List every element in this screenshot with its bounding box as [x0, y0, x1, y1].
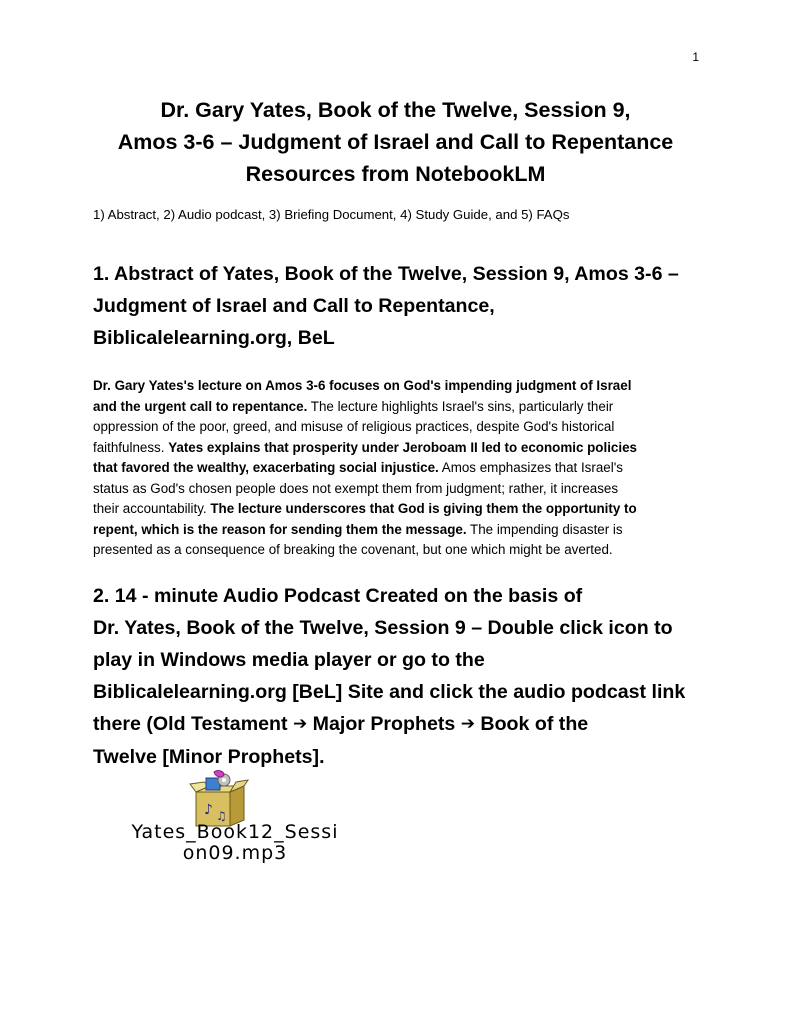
- audio-file-name[interactable]: [92, 822, 378, 864]
- abstract-text: The lecture highlights Israel's sins, particularly their: [307, 398, 614, 414]
- document-title: [60, 94, 731, 190]
- breadcrumb-book-of-twelve: Book of the: [474, 713, 589, 735]
- abstract-text: Yates explains that prosperity under Jeroboam II led to economic policies: [168, 439, 637, 455]
- abstract-text: and the urgent call to repentance.: [93, 398, 308, 414]
- title-line-1: Dr. Gary Yates, Book of the Twelve, Session 9,: [160, 98, 631, 122]
- svg-text:♪: ♪: [204, 802, 213, 818]
- section-1-heading-line-1: 1. Abstract of Yates, Book of the Twelve, Session 9, Amos 3-6 –: [93, 263, 679, 285]
- resources-list: 1) Abstract, 2) Audio podcast, 3) Briefing Document, 4) Study Guide, and 5) FAQs: [93, 207, 570, 222]
- svg-text:♫: ♫: [216, 809, 227, 823]
- section-1-heading: [93, 258, 713, 354]
- title-line-2: Amos 3-6 – Judgment of Israel and Call to Repentance: [117, 130, 674, 154]
- abstract-text: faithfulness.: [93, 439, 169, 455]
- section-2-heading: [93, 580, 713, 773]
- abstract-text: repent, which is the reason for sending them the message.: [93, 521, 467, 537]
- abstract-text: The lecture underscores that God is giving them the opportunity to: [210, 501, 637, 516]
- title-line-3: Resources from NotebookLM: [245, 162, 546, 186]
- section-2-heading-line-4: Biblicalelearning.org [BeL] Site and click the audio podcast link: [93, 681, 686, 703]
- media-package-icon[interactable]: [188, 770, 250, 828]
- section-2-heading-line-5: [93, 708, 713, 741]
- arrow-right-icon: ➔: [292, 714, 308, 733]
- abstract-text: their accountability.: [93, 501, 211, 516]
- section-2-heading-line-6: Twelve [Minor Prophets].: [93, 746, 325, 768]
- page-number: 1: [692, 50, 699, 64]
- section-1-heading-line-2: Judgment of Israel and Call to Repentance,: [93, 295, 495, 317]
- abstract-text: oppression of the poor, greed, and misuse of religious practices, despite God's historical: [93, 419, 615, 434]
- abstract-text: status as God's chosen people does not exempt them from judgment; rather, it increases: [93, 480, 619, 496]
- audio-file-attachment[interactable]: [92, 770, 378, 880]
- abstract-text: Amos emphasizes that Israel's: [438, 460, 623, 475]
- breadcrumb-old-testament: there (Old Testament: [93, 713, 293, 735]
- audio-file-name-line-1: Yates_Book12_Sessi: [131, 821, 339, 843]
- breadcrumb-major-prophets: Major Prophets: [307, 713, 461, 735]
- arrow-right-icon: ➔: [460, 714, 475, 733]
- section-2-heading-line-1: 2. 14 - minute Audio Podcast Created on the basis of: [93, 585, 583, 607]
- abstract-text: The impending disaster is: [466, 521, 623, 537]
- section-2-heading-line-3: play in Windows media player or go to the: [93, 649, 485, 671]
- abstract-paragraph: [93, 376, 707, 561]
- abstract-text: presented as a consequence of breaking the covenant, but one which might be averted.: [93, 542, 613, 557]
- audio-file-name-line-2: on09.mp3: [182, 842, 288, 864]
- abstract-text: Dr. Gary Yates's lecture on Amos 3-6 focuses on God's impending judgment of Israel: [93, 378, 632, 393]
- abstract-text: that favored the wealthy, exacerbating social injustice.: [93, 460, 439, 475]
- section-2-heading-line-2: Dr. Yates, Book of the Twelve, Session 9 – Double click icon to: [93, 617, 673, 639]
- section-1-heading-line-3: Biblicalelearning.org, BeL: [93, 327, 335, 349]
